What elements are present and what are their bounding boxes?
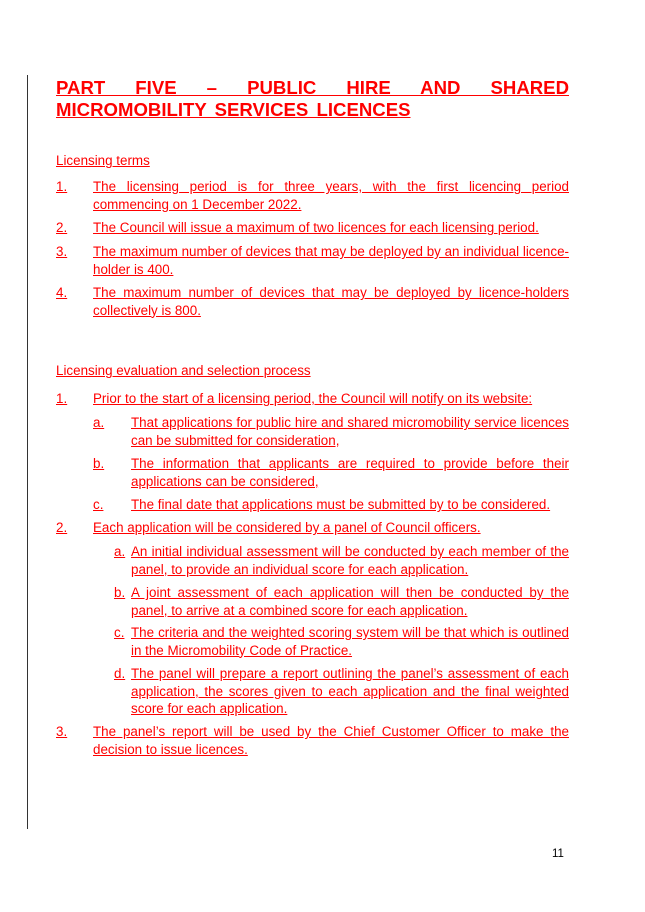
item-text: The maximum number of devices that may be deployed by licence-holders collectively is 800. (93, 285, 569, 318)
sub-list-item (114, 624, 569, 659)
list-item (56, 243, 569, 278)
section-heading-licensing-terms: Licensing terms (56, 153, 150, 168)
item-letter: c. (93, 497, 104, 512)
item-letter: b. (114, 585, 126, 600)
sub-list-item (93, 455, 569, 490)
sub-list-item (114, 665, 569, 718)
item-number: 2. (56, 520, 68, 535)
list-item (56, 519, 569, 537)
item-letter: a. (93, 415, 105, 430)
sub-list-item (93, 496, 569, 514)
item-text: Each application will be considered by a panel of Council officers. (93, 520, 481, 535)
section-heading-evaluation: Licensing evaluation and selection process (56, 363, 311, 378)
list-item (56, 178, 569, 213)
item-letter: d. (114, 666, 126, 681)
item-number: 2. (56, 220, 68, 235)
item-number: 3. (56, 244, 68, 259)
item-text: That applications for public hire and shared micromobility service licences can be submitted for consideration, (131, 415, 569, 448)
item-text: The maximum number of devices that may be deployed by an individual licence-holder is 400. (93, 244, 569, 277)
item-text: The information that applicants are required to provide before their applications can be considered, (131, 456, 569, 489)
item-letter: b. (93, 456, 105, 471)
item-number: 1. (56, 179, 68, 194)
page-number: 11 (552, 848, 564, 860)
list-item (56, 284, 569, 319)
sub-list-item (114, 543, 569, 578)
item-number: 3. (56, 724, 68, 739)
page-title: PART FIVE – PUBLIC HIRE AND SHARED MICROMOBILITY SERVICES LICENCES (56, 77, 569, 120)
item-text: A joint assessment of each application will then be conducted by the panel, to arrive at a combined score for each application. (131, 585, 569, 618)
item-text: An initial individual assessment will be conducted by each member of the panel, to provide an individual score for each application. (131, 544, 569, 577)
list-item (56, 390, 569, 408)
item-letter: a. (114, 544, 126, 559)
item-text: The Council will issue a maximum of two licences for each licensing period. (93, 220, 539, 235)
list-item (56, 723, 569, 758)
item-text: Prior to the start of a licensing period, the Council will notify on its website: (93, 391, 533, 406)
item-text: The panel’s report will be used by the Chief Customer Officer to make the decision to issue licences. (93, 724, 569, 757)
item-letter: c. (114, 625, 125, 640)
sub-list-item (93, 414, 569, 449)
item-text: The licensing period is for three years, with the first licencing period commencing on 1 December 2022. (93, 179, 569, 212)
change-bar (27, 75, 28, 829)
sub-list-item (114, 584, 569, 619)
list-item (56, 219, 569, 237)
item-text: The panel will prepare a report outlining the panel’s assessment of each application, the scores given to each application and the final weighted score for each application. (131, 666, 569, 717)
item-text: The criteria and the weighted scoring system will be that which is outlined in the Micromobility Code of Practice. (131, 625, 569, 658)
item-number: 1. (56, 391, 68, 406)
item-number: 4. (56, 285, 68, 300)
item-text: The final date that applications must be submitted by to be considered. (131, 497, 551, 512)
